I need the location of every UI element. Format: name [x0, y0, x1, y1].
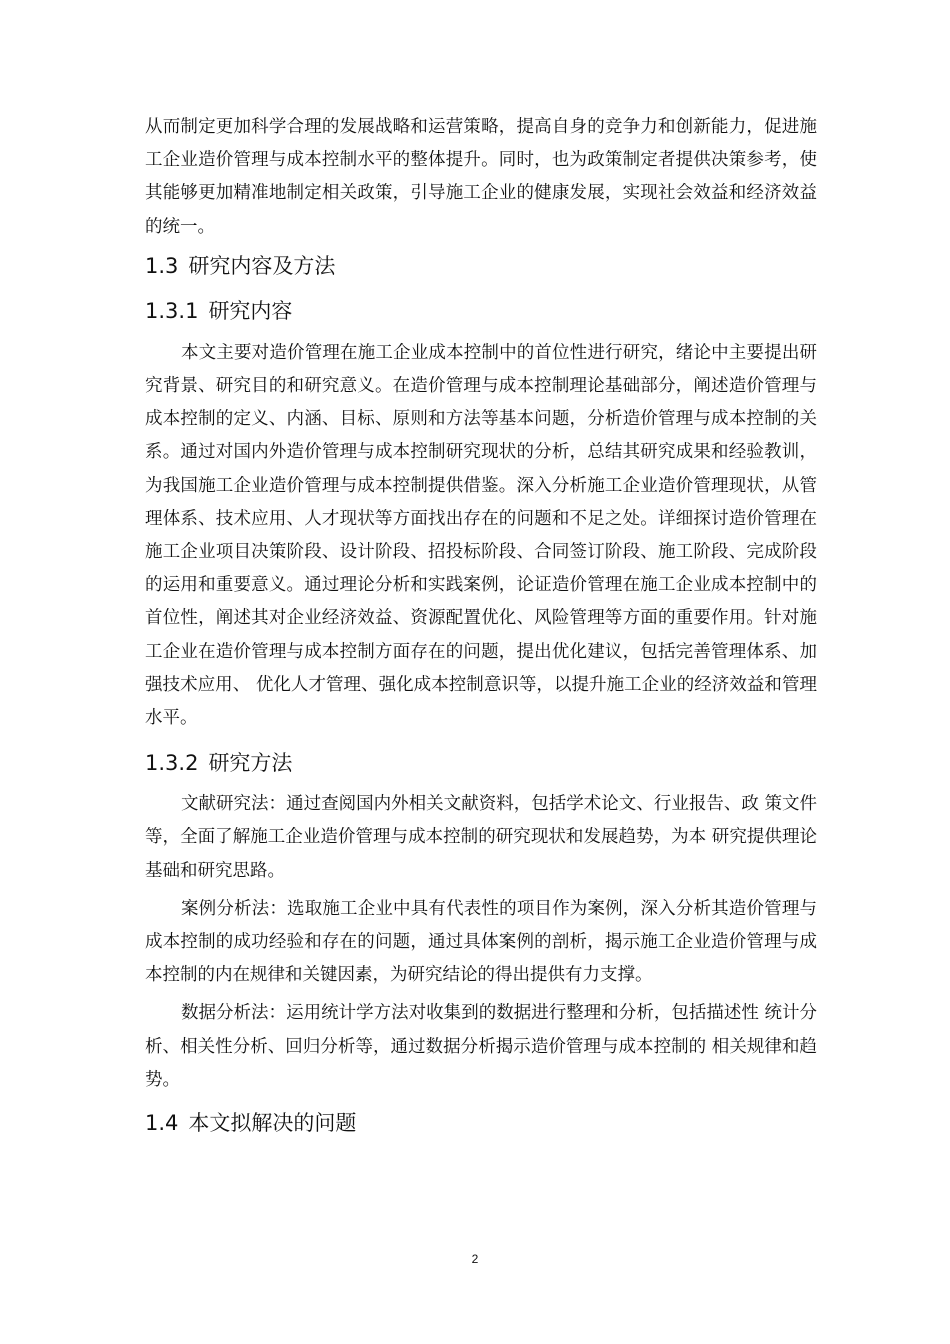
method-paragraph-data: 数据分析法：运用统计学方法对收集到的数据进行整理和分析，包括描述性 统计分析、相关性分析、回归分析等，通过数据分析揭示造价管理与成本控制的 相关规律和趋势。 — [145, 1003, 817, 1090]
section-1-3-heading — [145, 253, 817, 279]
section-number: 1.3.1 — [145, 298, 199, 323]
section-number: 1.4 — [145, 1111, 179, 1136]
method-paragraph-literature: 文献研究法：通过查阅国内外相关文献资料，包括学术论文、行业报告、政 策文件等，全面了解施工企业造价管理与成本控制的研究现状和发展趋势，为本 研究提供理论基础和研究思路。 — [145, 794, 817, 881]
section-1-4-heading — [145, 1110, 817, 1136]
method-paragraph-case: 案例分析法：选取施工企业中具有代表性的项目作为案例，深入分析其造价管理与成本控制的成功经验和存在的问题，通过具体案例的剖析，揭示施工企业造价管理与成本控制的内在规律和关键因素，为研究结论的得出提供有力支撑。 — [145, 898, 817, 986]
section-number: 1.3.2 — [145, 751, 199, 776]
page-content — [145, 111, 817, 1136]
page-number: 2 — [471, 1252, 479, 1266]
section-title: 研究内容 — [208, 298, 293, 323]
intro-paragraph: 从而制定更加科学合理的发展战略和运营策略，提高自身的竞争力和创新能力，促进施工企业造价管理与成本控制水平的整体提升。同时，也为政策制定者提供决策参考，使其能够更加精准地制定相关政策，引导施工企业的健康发展，实现社会效益和经济效益的统一。 — [145, 117, 817, 237]
section-title: 研究内容及方法 — [188, 253, 336, 278]
section-1-3-2-heading — [145, 750, 817, 776]
research-content-paragraph: 本文主要对造价管理在施工企业成本控制中的首位性进行研究，绪论中主要提出研究背景、研究目的和研究意义。在造价管理与成本控制理论基础部分，阐述造价管理与成本控制的定义、内涵、目标、原则和方法等基本问题，分析造价管理与成本控制的关系。通过对国内外造价管理与成本控制研究现状的分析，总结其研究成果和经验教训，为我国施工企业造价管理与成本控制提供借鉴。深入分析施工企业造价管理现状，从管理体系、技术应用、人才现状等方面找出存在的问题和不足之处。详细探讨造价管理在施工企业项目决策阶段、设计阶段、招投标阶段、合同签订阶段、施工阶段、完成阶段的运用和重要意义。通过理论分析和实践案例，论证造价管理在施工企业成本控制中的首位性，阐述其对企业经济效益、资源配置优化、风险管理等方面的重要作用。针对施工企业在造价管理与成本控制方面存在的问题，提出优化建议，包括完善管理体系、加强技术应用、 优化人才管理、强化成本控制意识等，以提升施工企业的经济效益和管理水平。 — [145, 342, 817, 729]
section-1-3-1-heading — [145, 298, 817, 324]
section-title: 本文拟解决的问题 — [188, 1111, 357, 1136]
section-number: 1.3 — [145, 253, 179, 278]
section-title: 研究方法 — [208, 751, 293, 776]
